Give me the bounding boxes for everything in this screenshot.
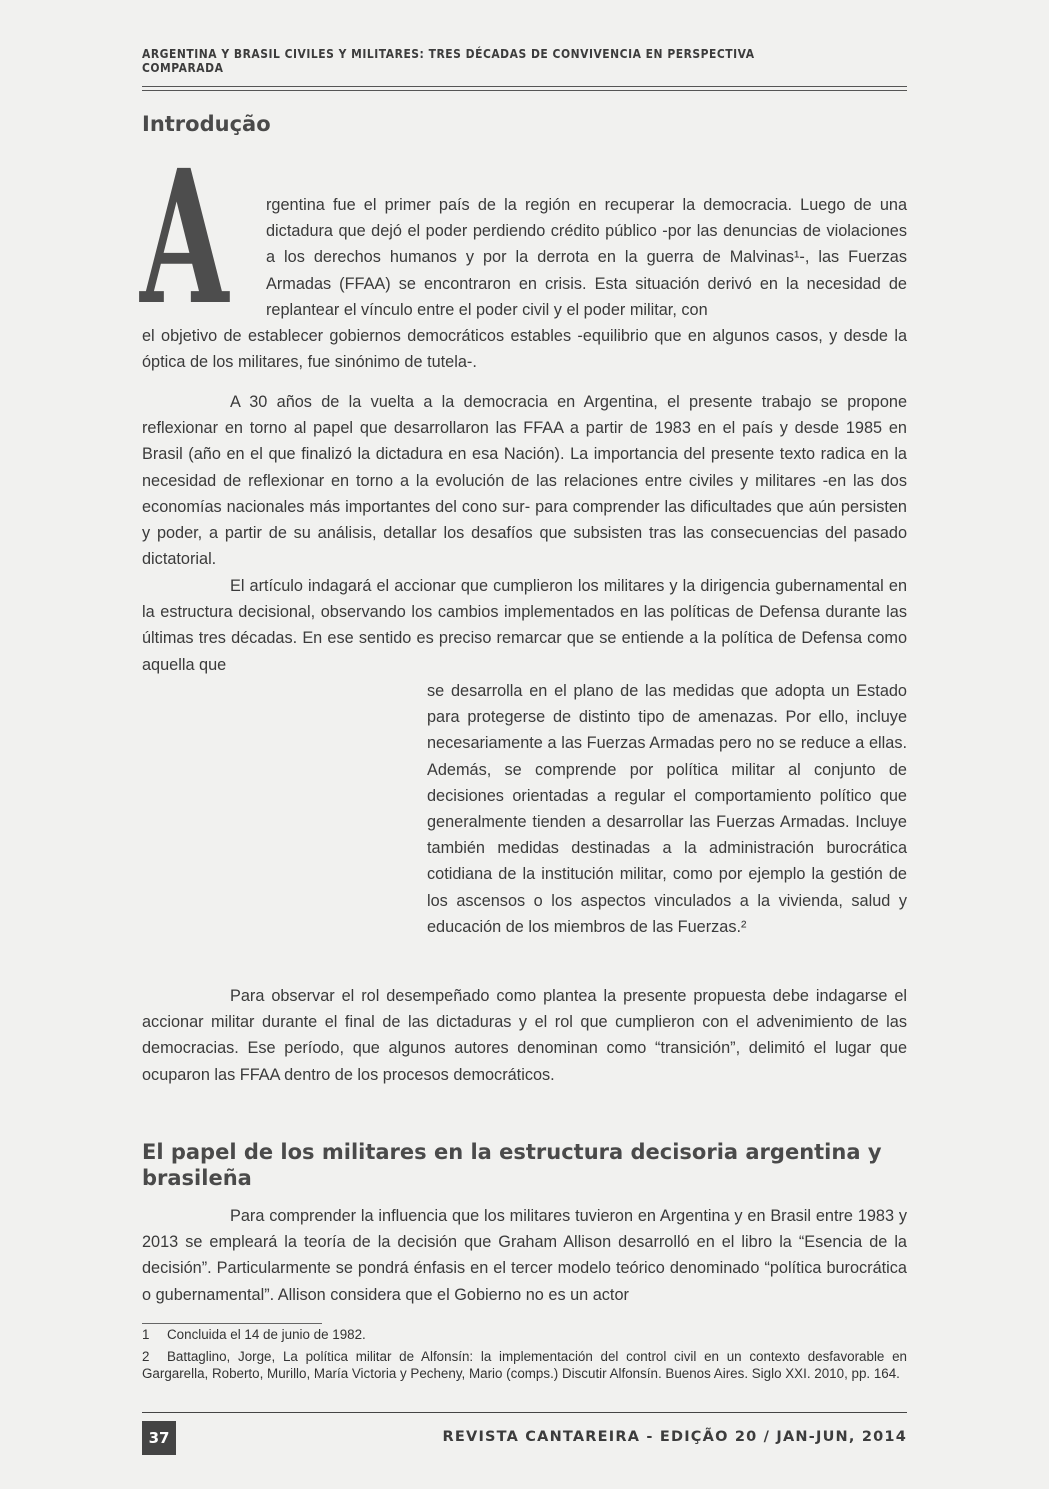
intro-paragraph-1-start: rgentina fue el primer país de la región en recuperar la democracia. Luego de una dictadura que dejó el poder perdiendo crédito público -por las denuncias de violaciones a los derechos humanos y por la derrota en la guerra de Malvinas¹-, las Fuerzas Armadas (FFAA) se encontraron en crisis. Esta situación derivó en la necesidad de replantear el vínculo entre el poder civil y el poder militar, con	[266, 196, 907, 319]
footer-divider	[142, 1412, 907, 1413]
drop-cap: A	[140, 130, 229, 346]
footnote-number: 1	[142, 1327, 150, 1342]
footnote-text: Concluida el 14 de junio de 1982.	[167, 1327, 366, 1342]
footnote-divider	[142, 1323, 322, 1324]
block-quote: se desarrolla en el plano de las medidas que adopta un Estado para protegerse de distinto tipo de amenazas. Por ello, incluye necesariamente a las Fuerzas Armadas pero no se reduce a ellas. Además, se comprende por política militar al conjunto de decisiones orientadas a regular el comportamiento político que generalmente tienden a desarrollar las Fuerzas Armadas. Incluye también medidas destinadas a la administración burocrática cotidiana de la institución militar, como por ejemplo la gestión de los ascensos o los aspectos vinculados a la vivienda, salud y educación de los miembros de las Fuerzas.²	[427, 682, 907, 936]
journal-footer: REVISTA CANTAREIRA - EDIÇÃO 20 / JAN-JUN, 2014	[442, 1429, 907, 1445]
page-number: 37	[142, 1421, 176, 1455]
intro-paragraph-3: El artículo indagará el accionar que cumplieron los militares y la dirigencia gubernamental en la estructura decisional, observando los cambios implementados en las políticas de Defensa durante las últimas tres décadas. En ese sentido es preciso remarcar que se entiende a la política de Defensa como aquella que	[142, 577, 907, 674]
footnote-text: Battaglino, Jorge, La política militar de Alfonsín: la implementación del control civil en un contexto desfavorable en Gargarella, Roberto, Murillo, María Victoria y Pecheny, Mario (comps.) Discutir Alfonsín. Buenos Aires. Siglo XXI. 2010, pp. 164.	[142, 1349, 907, 1381]
section-heading: El papel de los militares en la estructura decisoria argentina y brasileña	[142, 1140, 882, 1190]
intro-heading: Introdução	[142, 112, 271, 136]
header-divider	[142, 86, 907, 91]
intro-paragraph-1-end: el objetivo de establecer gobiernos democráticos estables -equilibrio que en algunos casos, y desde la óptica de los militares, fue sinónimo de tutela-.	[142, 327, 907, 372]
running-header-title: ARGENTINA Y BRASIL CIVILES Y MILITARES: TRES DÉCADAS DE CONVIVENCIA EN PERSPECTIVA COMPARADA	[142, 46, 755, 75]
footnote-number: 2	[142, 1349, 150, 1364]
intro-paragraph-2: A 30 años de la vuelta a la democracia en Argentina, el presente trabajo se propone reflexionar en torno al papel que desarrollaron las FFAA a partir de 1983 en el país y desde 1985 en Brasil (año en el que finalizó la dictadura en esa Nación). La importancia del presente texto radica en la necesidad de reflexionar en torno a la evolución de las relaciones entre civiles y militares -en las dos economías nacionales más importantes del cono sur- para comprender las dificultades que aún persisten y poder, a partir de su análisis, detallar los desafíos que subsisten tras las consecuencias del pasado dictatorial.	[142, 393, 907, 569]
section-paragraph-1: Para comprender la influencia que los militares tuvieron en Argentina y en Brasil entre 1983 y 2013 se empleará la teoría de la decisión que Graham Allison desarrolló en el libro la “Esencia de la decisión”. Particularmente se pondrá énfasis en el tercer modelo teórico denominado “política burocrática o gubernamental”. Allison considera que el Gobierno no es un actor	[142, 1207, 907, 1304]
footnote-1	[142, 1327, 907, 1344]
intro-paragraph-4: Para observar el rol desempeñado como plantea la presente propuesta debe indagarse el accionar militar durante el final de las dictaduras y el rol que cumplieron con el advenimiento de las democracias. Ese período, que algunos autores denominan como “transición”, delimitó el lugar que ocuparon las FFAA dentro de los procesos democráticos.	[142, 987, 907, 1084]
footnote-2	[142, 1349, 907, 1382]
